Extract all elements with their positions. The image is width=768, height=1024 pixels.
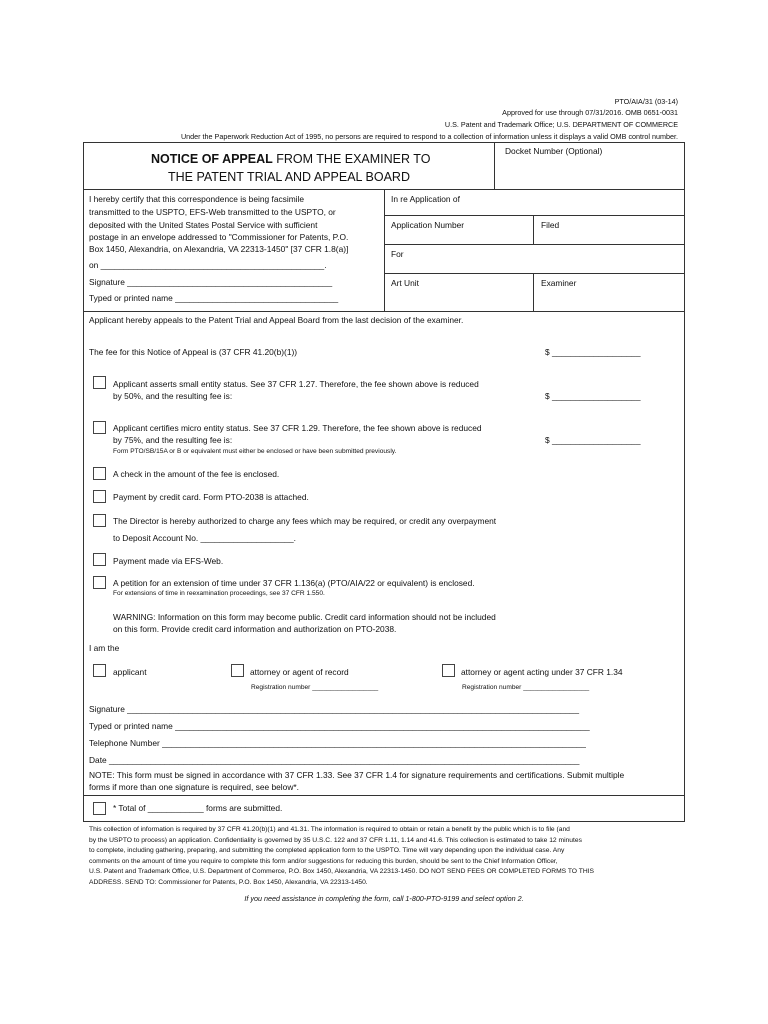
deposit-account-checkbox[interactable] bbox=[93, 514, 106, 527]
application-number-label[interactable]: Application Number bbox=[391, 220, 465, 230]
total-forms-field[interactable]: * Total of ____________ forms are submitted. bbox=[113, 803, 283, 813]
deposit-account-field[interactable]: to Deposit Account No. ____________________. bbox=[113, 533, 297, 543]
docket-number-label[interactable]: Docket Number (Optional) bbox=[505, 146, 603, 156]
efs-web-text: Payment made via EFS-Web. bbox=[113, 556, 224, 566]
certify-date-field[interactable]: on ________________________________________________. bbox=[89, 260, 327, 270]
applicant-checkbox[interactable] bbox=[93, 664, 106, 677]
attorney-of-record-checkbox[interactable] bbox=[231, 664, 244, 677]
form-title-line1: NOTICE OF APPEAL FROM THE EXAMINER TO bbox=[151, 152, 431, 166]
art-unit-label[interactable]: Art Unit bbox=[391, 278, 419, 288]
small-entity-text: Applicant asserts small entity status. See 37 CFR 1.27. Therefore, the fee shown above is reduced bbox=[113, 379, 479, 389]
extension-checkbox[interactable] bbox=[93, 576, 106, 589]
deposit-account-text: The Director is hereby authorized to charge any fees which may be required, or credit any overpayment bbox=[113, 516, 497, 526]
assistance-text: If you need assistance in completing the form, call 1-800-PTO-9199 and select option 2. bbox=[244, 894, 524, 903]
credit-card-checkbox[interactable] bbox=[93, 490, 106, 503]
extension-note: For extensions of time in reexamination proceedings, see 37 CFR 1.550. bbox=[113, 590, 325, 597]
form-title-line2: THE PATENT TRIAL AND APPEAL BOARD bbox=[168, 170, 410, 184]
i-am-the-label: I am the bbox=[89, 643, 120, 653]
signature-field[interactable]: Signature _________________________________________________________________________________________________ bbox=[89, 704, 579, 714]
small-entity-text: by 50%, and the resulting fee is: bbox=[113, 391, 233, 401]
certify-line: deposited with the United States Postal Service with sufficient bbox=[89, 220, 318, 230]
applicant-label: applicant bbox=[113, 667, 147, 677]
for-label[interactable]: For bbox=[391, 249, 404, 259]
warning-text: on this form. Provide credit card information and authorization on PTO-2038. bbox=[113, 624, 397, 634]
paperwork-notice: Under the Paperwork Reduction Act of 1995, no persons are required to respond to a collection of information unless it displays a valid OMB control number. bbox=[180, 132, 678, 141]
agent-acting-label: attorney or agent acting under 37 CFR 1.34 bbox=[461, 667, 623, 677]
fee-amount-field[interactable]: $ ___________________ bbox=[545, 347, 641, 357]
micro-entity-note: Form PTO/SB/15A or B or equivalent must either be enclosed or have been submitted previously. bbox=[113, 448, 397, 455]
agent-acting-checkbox[interactable] bbox=[442, 664, 455, 677]
total-forms-checkbox[interactable] bbox=[93, 802, 106, 815]
certify-typed-name-field[interactable]: Typed or printed name ___________________________________ bbox=[89, 293, 339, 303]
attorney-of-record-label: attorney or agent of record bbox=[250, 667, 349, 677]
approval-text: Approved for use through 07/31/2016. OMB 0651-0031 bbox=[502, 108, 678, 117]
appeal-statement: Applicant hereby appeals to the Patent Trial and Appeal Board from the last decision of the examiner. bbox=[89, 315, 464, 325]
micro-entity-checkbox[interactable] bbox=[93, 421, 106, 434]
certify-line: postage in an envelope addressed to "Commissioner for Patents, P.O. bbox=[89, 232, 349, 242]
fee-label: The fee for this Notice of Appeal is (37 CFR 41.20(b)(1)) bbox=[89, 347, 298, 357]
micro-entity-fee-field[interactable]: $ ___________________ bbox=[545, 435, 641, 445]
small-entity-checkbox[interactable] bbox=[93, 376, 106, 389]
signature-note: NOTE: This form must be signed in accordance with 37 CFR 1.33. See 37 CFR 1.4 for signature requirements and certifications. Submit multiple bbox=[89, 770, 625, 780]
certify-line: transmitted to the USPTO, EFS-Web transmitted to the USPTO, or bbox=[89, 207, 336, 217]
certify-line: Box 1450, Alexandria, on Alexandria, VA 22313-1450" [37 CFR 1.8(a)] bbox=[89, 244, 349, 254]
check-enclosed-checkbox[interactable] bbox=[93, 467, 106, 480]
certify-signature-field[interactable]: Signature ____________________________________________ bbox=[89, 277, 333, 287]
in-re-application-label[interactable]: In re Application of bbox=[391, 194, 460, 204]
examiner-label[interactable]: Examiner bbox=[541, 278, 577, 288]
micro-entity-text: Applicant certifies micro entity status. See 37 CFR 1.29. Therefore, the fee shown above is reduced bbox=[113, 423, 482, 433]
date-field[interactable]: Date _____________________________________________________________________________________________________ bbox=[89, 755, 580, 765]
form-id: PTO/AIA/31 (03-14) bbox=[614, 97, 678, 106]
telephone-field[interactable]: Telephone Number ___________________________________________________________________________________________ bbox=[89, 738, 586, 748]
agency-text: U.S. Patent and Trademark Office; U.S. DEPARTMENT OF COMMERCE bbox=[444, 120, 678, 129]
extension-text: A petition for an extension of time under 37 CFR 1.136(a) (PTO/AIA/22 or equivalent) is enclosed. bbox=[113, 578, 475, 588]
typed-name-field[interactable]: Typed or printed name _________________________________________________________________________________________ bbox=[89, 721, 590, 731]
credit-card-text: Payment by credit card. Form PTO-2038 is attached. bbox=[113, 492, 309, 502]
certify-line: I hereby certify that this correspondence is being facsimile bbox=[89, 194, 305, 204]
micro-entity-text: by 75%, and the resulting fee is: bbox=[113, 435, 233, 445]
attorney-registration-field[interactable]: Registration number __________________ bbox=[251, 684, 379, 691]
small-entity-fee-field[interactable]: $ ___________________ bbox=[545, 391, 641, 401]
filed-label[interactable]: Filed bbox=[541, 220, 560, 230]
check-enclosed-text: A check in the amount of the fee is enclosed. bbox=[113, 469, 280, 479]
agent-registration-field[interactable]: Registration number __________________ bbox=[462, 684, 590, 691]
burden-statement: This collection of information is required by 37 CFR 41.20(b)(1) and 41.31. The information is required to obtain or retain a benefit by the public which is to file (and by the USPTO to process) an application. Confidentiality is governed by 35 U.S.C. 122 and 37 CFR 1.11, 1.14 and 41.6. This collection is estimated to take 12 minutes to complete, including gathering, preparing, and submitting the completed application form to the USPTO. Time will vary depending upon the individual case. Any comments on the amount of time you require to complete this form and/or suggestions for reducing this burden, should be sent to the Chief Information Officer, U.S. Patent and Trademark Office, U.S. Department of Commerce, P.O. Box 1450, Alexandria, VA 22313-1450. DO NOT SEND FEES OR COMPLETED FORMS TO THIS ADDRESS. SEND TO: Commissioner for Patents, P.O. Box 1450, Alexandria, VA 22313-1450. bbox=[89, 826, 594, 886]
signature-note: forms if more than one signature is required, see below*. bbox=[89, 782, 299, 792]
efs-web-checkbox[interactable] bbox=[93, 553, 106, 566]
warning-text: WARNING: Information on this form may become public. Credit card information should not be included bbox=[113, 612, 496, 622]
